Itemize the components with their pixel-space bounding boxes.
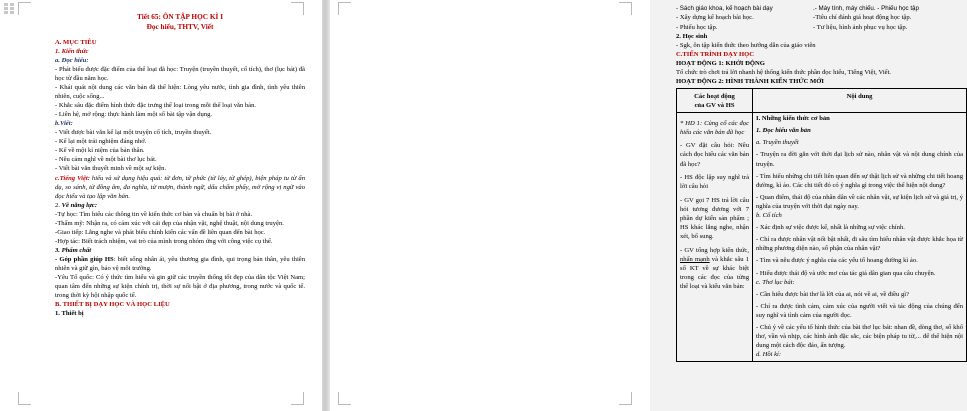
device-col1-item-3: - Phiếu học tập. [676, 23, 718, 31]
device-col2-item-2: -Tiêu chí đánh giá hoạt động học tập. [813, 14, 912, 22]
content-a-item-3: - Quan điểm, thái độ của nhân dân về các nhân vật, sự kiện lịch sử và giá trị, ý nghĩa của truyện với thời đại ngày nay. [756, 193, 963, 210]
content-heading-I: I. Những kiến thức cơ bản [756, 115, 830, 123]
table-header-row [677, 89, 967, 113]
table-row [677, 112, 967, 362]
heading-hoat-dong-2: HOẠT ĐỘNG 2: HÌNH THÀNH KIẾN THỨC MỚI [676, 78, 824, 86]
content-a-item-1: - Truyện ra đời gắn với thời đại lịch sử nào, nhân vật và nội dung chính của truyện. [756, 151, 963, 168]
margin-mark-bottom-left-p2 [338, 392, 351, 405]
viet-item-3: - Kể về một kỉ niệm của bản thân. [55, 147, 145, 155]
document-page-left [0, 0, 322, 411]
activity-gv-summary-a: - GV tổng hợp kiến thức, [680, 246, 749, 254]
pham-chat-item-1 [55, 255, 305, 273]
content-c-item-3: - Chú ý về các yếu tố hình thức của bài thơ lục bát: nhan đề, dòng thơ, số khổ thơ, vần và nhịp, các hình ảnh đặc sắc, các biện pháp tu từ,... để thể hiện nội dung một cách độc đáo, ấn tượng. [756, 323, 963, 350]
table-header-hoat-dong-line2: của GV và HS [694, 101, 735, 109]
kien-thuc-table [676, 88, 967, 362]
content-b-item-2: - Chỉ ra được nhân vật nổi bật nhất, đi sâu tìm hiểu nhân vật được khắc họa từ những phương diện nào, số phận của nhân vật? [756, 236, 963, 253]
margin-mark-bottom-right [291, 392, 304, 405]
content-b-item-1: - Xác định sự việc được kể, nhất là những sự việc chính. [756, 224, 905, 232]
device-col1-item-1: - Sách giáo khoa, kế hoạch bài dạy [676, 5, 773, 12]
viet-item-1: - Viết được bài văn kể lại một truyện cổ tích, truyền thuyết. [55, 129, 212, 137]
lesson-title-line1: Tiết 65: ÔN TẬP HỌC KÌ I [136, 12, 224, 21]
margin-mark-top-left [18, 2, 31, 15]
activity-gv-summary [680, 246, 749, 291]
viet-item-5: - Viết bài văn thuyết minh về một sự kiện. [55, 165, 167, 173]
heading-doc-hieu: a. Đọc hiểu: [55, 56, 89, 64]
lesson-title-line2: Đọc hiểu, THTV, Viết [146, 22, 214, 32]
viet-item-2: - Kể lại một trải nghiệm đáng nhớ. [55, 138, 147, 146]
nang-luc-item-3: -Giao tiếp: Lắng nghe và phát biểu chính kiến các vấn đề liên quan đến bài học. [55, 228, 266, 236]
device-list-grid [676, 4, 966, 32]
activity-gv-summary-emph: nhấn mạnh [680, 255, 710, 263]
heading-hoc-sinh: 2. Học sinh [676, 33, 708, 41]
table-cell-activities [677, 112, 753, 362]
table-header-hoat-dong [677, 89, 753, 113]
tieng-viet-body: hiểu và sử dụng hiệu quả: từ đơn, từ phức (từ láy, từ ghép), biện pháp tu từ ẩn dụ, so sánh, từ đồng âm, đa nghĩa, từ mượn, thành ngữ, dấu chấm phẩy, mở rộng vị ngữ vào đọc hiểu và tạo lập văn bản. [55, 174, 305, 200]
heading-hoat-dong-1: HOẠT ĐỘNG 1: KHỞI ĐỘNG [676, 60, 765, 68]
page-left-text-body [55, 12, 305, 318]
nang-luc-item-2: -Thẩm mỹ: Nhận ra, có cảm xúc với cái đẹp của nhận vật, nghệ thuật, nội dung truyện. [55, 219, 284, 227]
heading-nang-luc-number: 2. [55, 201, 62, 209]
tieng-viet-paragraph [55, 174, 305, 201]
table-cell-content [753, 112, 967, 362]
content-b-item-3: - Tìm và nêu được ý nghĩa của các yếu tố hoang đường kì ảo. [756, 257, 918, 265]
doc-hieu-item-2: - Khái quát nội dung các văn bản đã thể hiện: Lòng yêu nước, tình gia đình, tình yêu thiên nhiên, cuộc sống... [55, 84, 305, 101]
table-header-hoat-dong-line1: Các hoạt động [694, 92, 735, 100]
doc-hieu-item-4: - Liên hệ, mở rộng: thực hành làm một số bài tập vận dụng. [55, 111, 213, 119]
viet-item-4: - Nêu cảm nghĩ về một bài thơ lục bát. [55, 156, 157, 164]
content-c-item-1: - Cần hiểu được bài thơ là lời của ai, nói về ai, về điều gì? [756, 290, 910, 298]
device-col1-item-2: - Xây dựng kế hoạch bài học. [676, 14, 754, 22]
hoc-sinh-item: - Sgk, ôn tập kiến thức theo hướng dẫn của giáo viên [676, 42, 816, 50]
heading-pham-chat: 3. Phẩm chất [55, 246, 92, 254]
pham-chat-item-1-lead: - Góp phần giúp HS [55, 255, 114, 263]
heading-tien-trinh-day-hoc: C.TIẾN TRÌNH DẠY HỌC [676, 51, 755, 59]
activity-gv-call: - GV gọi 7 HS trả lời câu hỏi tương đương với 7 phần dự kiến sản phẩm ; HS khác lắng nghe, nhận xét, bổ sung. [680, 196, 749, 241]
content-heading-a: a. Truyền thuyết [756, 139, 799, 147]
heading-nang-luc [55, 201, 305, 210]
content-c-item-2: - Chỉ ra được tình cảm, cảm xúc của người viết và tác động của chúng đến suy nghĩ và tình cảm của người đọc. [756, 302, 963, 319]
content-heading-c: c. Thơ lục bát: [756, 278, 795, 286]
content-heading-d: d. Hồi kí: [756, 351, 782, 359]
doc-hieu-item-1: - Phát biểu được đặc điểm của thể loại đã học: Truyện (truyền thuyết, cổ tích), thơ (lục bát) đã học từ đầu năm học. [55, 65, 305, 82]
content-a-item-2: - Tìm hiểu những chi tiết liên quan đến sự thật lịch sử và những chi tiết hoang đường, kì ảo. Các chi tiết đó có ý nghĩa gì trong việc thể hiện nội dung? [756, 172, 963, 189]
pham-chat-item-1-text: : biết sống nhân ái, yêu thương gia đình, qui trọng bản thân, yêu thiên nhiên và giữ gìn, bảo vệ môi trường. [55, 255, 305, 272]
table-move-handle-icon[interactable] [4, 3, 16, 15]
page-right-text-body [676, 4, 966, 362]
table-header-noi-dung: Nội dung [753, 89, 967, 113]
heading-kien-thuc: 1. Kiến thức [55, 47, 89, 55]
margin-mark-top-left-p2 [338, 2, 351, 15]
device-col2-item-1: .- Máy tính, máy chiếu. - Phiếu học tập [813, 5, 919, 12]
margin-mark-bottom-right-p2 [619, 392, 632, 405]
content-heading-b: b. Cổ tích [756, 212, 782, 220]
heading-nang-luc-text: Về năng lực: [61, 201, 98, 209]
heading-tieng-viet: c.Tiếng Việt: [55, 174, 90, 182]
nang-luc-item-4: -Hợp tác: Biết trách nhiệm, vai trò của mình trong nhóm ứng với công việc cụ thể. [55, 237, 273, 245]
content-heading-1: 1. Đọc hiểu văn bản [756, 127, 811, 135]
activity-hs-think: - HS độc lập suy nghĩ trả lời câu hỏi [680, 174, 749, 191]
device-col2-item-3: - Tư liệu, hình ảnh phục vụ học tập. [813, 23, 908, 31]
margin-mark-bottom-left [18, 392, 31, 405]
heading-viet: b.Viết: [55, 120, 73, 128]
activity-gv-question: - GV đặt câu hỏi: Nêu cách đọc hiểu các văn bản đã học? [680, 142, 750, 168]
activity-hd1: * HD 1: Củng cố các đọc hiểu các văn bản đã học [680, 119, 749, 136]
document-page-right [330, 0, 963, 411]
hoat-dong-1-body: Tổ chức trò chơi trả lời nhanh hệ thống kiến thức phần đọc hiểu, Tiếng Việt, Viết. [676, 69, 892, 77]
activity-gv-summary-b: và khắc sâu 1 số KT về sự khác biệt trong các đọc của từng thể loại và kiểu văn bản: [680, 255, 749, 291]
content-b-item-4: - Hiểu được thái độ và ước mơ của tác giả dân gian qua câu chuyện. [756, 269, 936, 277]
doc-hieu-item-3: - Khắc sâu đặc điểm hình thức đặc trưng thể loại trong mỗi thể loại văn bản. [55, 102, 257, 110]
pham-chat-item-2: -Yêu Tổ quốc: Có ý thức tìm hiểu và gin giữ các truyền thống tốt đẹp của dân tộc Việt Nam; quan tâm đến những sự kiện chính trị, thời sự nổi bật ở địa phương, trong nước và quốc tế. trong thời kỳ hội nhập quốc tế. [55, 274, 305, 300]
margin-mark-top-right-p2 [619, 2, 632, 15]
page-gutter [322, 0, 330, 411]
heading-thiet-bi: B. THIẾT BỊ DẠY HỌC VÀ HỌC LIỆU [55, 301, 170, 309]
nang-luc-item-1: -Tự học: Tìm hiểu các thông tin về kiến thức cơ bản và chuẩn bị bài ở nhà. [55, 210, 253, 218]
heading-muc-tieu: A. MỤC TIÊU [55, 38, 97, 46]
heading-1-thiet-bi: 1. Thiết bị [55, 310, 84, 318]
